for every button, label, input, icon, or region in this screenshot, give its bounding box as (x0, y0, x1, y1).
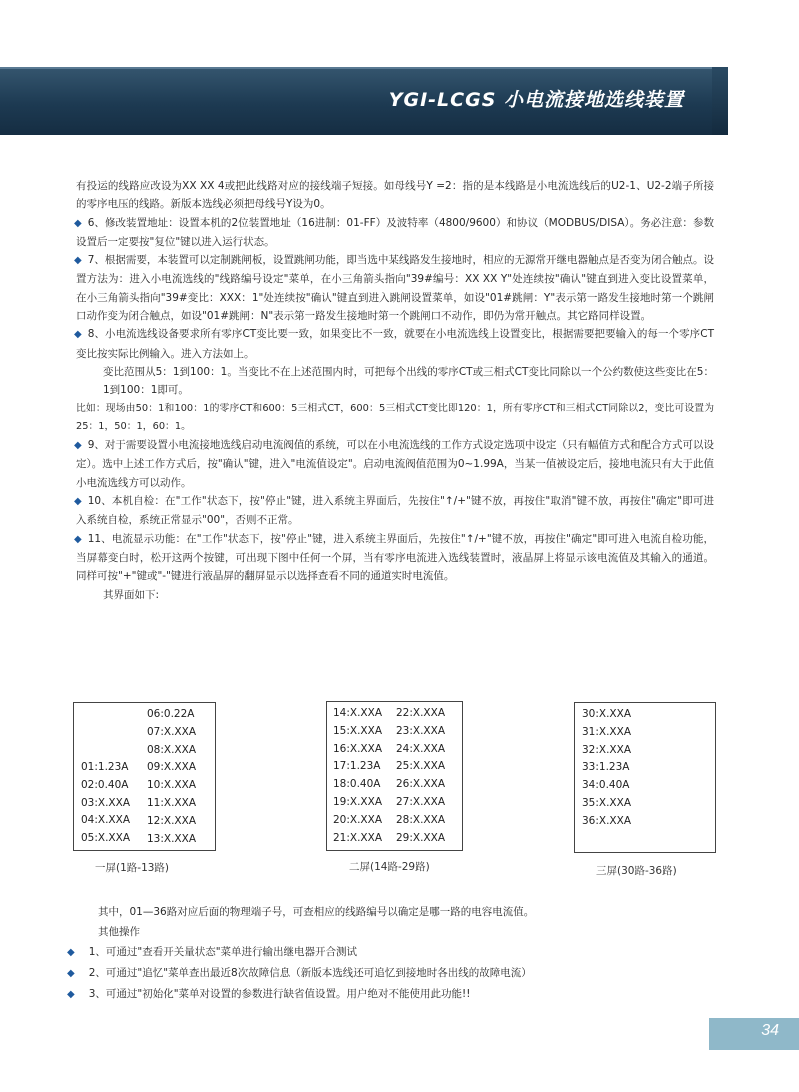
channel-value: 22:X.XXA (396, 707, 445, 719)
header-banner (0, 67, 712, 135)
screen-2-caption: 二屏(14路-29路) (349, 861, 430, 873)
paragraph: 比如：现场由50：1和100：1的零序CT和600：5三相式CT，600：5三相式CT变比即120：1，所有零序CT和三相式CT同除以2，变比可设置为25：1，50：1，60：1。 (76, 402, 714, 432)
channel-value: 25:X.XXA (396, 760, 445, 773)
channel-value: 23:X.XXA (396, 724, 445, 737)
channel-value: 34:0.40A (582, 779, 630, 792)
other-operations (67, 902, 716, 1005)
body-text (76, 177, 714, 604)
channel-value: 09:X.XXA (147, 761, 196, 774)
channel-value: 06:0.22A (147, 708, 195, 720)
channel-value: 17:1.23A (333, 760, 381, 773)
paragraph: ◆ 7、根据需要，本装置可以定制跳闸板，设置跳闸功能，即当选中某线路发生接地时，相应的无源常开继电器触点是否变为闭合触点。设置方法为：进入小电流选线的"线路编号设定"菜单，在小三角箭头指向"39#编号：XX XX Y"处连续按"确认"键直到进入变比设置菜单，在小三角箭头指向"39#变比：XXX：1"处连续按"确认"键直到进入跳闸设置菜单，如设"01#跳闸：Y"表示第一路发生接地时第一个跳闸口动作变为闭合触点，如设"01#跳闸：N"表示第一路发生接地时第一个跳闸口不动作，即仍为常开触点。其它路同样设置。 (74, 254, 714, 323)
channel-value: 03:X.XXA (81, 796, 130, 809)
screen-1-caption: 一屏(1路-13路) (95, 862, 170, 874)
page-number-tab (709, 1018, 799, 1050)
channel-value: 36:X.XXA (582, 814, 631, 827)
channel-value: 16:X.XXA (333, 742, 382, 755)
channel-value: 04:X.XXA (81, 814, 130, 827)
screen-3-caption: 三屏(30路-36路) (596, 865, 677, 877)
page-title: YGI-LCGS 小电流接地选线装置 (388, 89, 684, 111)
channel-value: 29:X.XXA (396, 831, 445, 844)
paragraph: 变比范围从5：1到100：1。当变比不在上述范围内时，可把每个出线的零序CT或三相式CT变比同除以一个公约数使这些变比在5：1到100：1即可。 (103, 365, 714, 397)
list-item: ◆ 2、可通过"追忆"菜单查出最近8次故障信息（新版本选线还可追忆到接地时各出线的故障电流） (69, 963, 716, 984)
paragraph: ◆ 6、修改装置地址：设置本机的2位装置地址（16进制：01-FF）及波特率（4800/9600）和协议（MODBUS/DISA）。务必注意：参数设置后一定要按"复位"键以进入运行状态。 (74, 216, 714, 248)
screen-1-right-column (147, 706, 196, 848)
diamond-bullet-icon: ◆ (74, 255, 82, 267)
screen-2-left-column (333, 705, 382, 847)
channel-value: 26:X.XXA (396, 778, 445, 791)
page-number: 34 (761, 1022, 779, 1039)
channel-value: 02:0.40A (81, 778, 129, 791)
channel-value: 32:X.XXA (582, 743, 631, 756)
paragraph: ◆ 11、电流显示功能：在"工作"状态下，按"停止"键，进入系统主界面后，先按住"↑/+"键不放，再按住"确定"即可进入电流自检功能，当屏幕变白时，松开这两个按键，可出现下图中任何一个屏，当有零序电流进入选线装置时，液晶屏上将显示该电流值及其输入的通道。同样可按"+"键或"-"键进行液晶屏的翻屏显示以选择查看不同的通道实时电流值。 (74, 532, 714, 583)
diamond-bullet-icon: ◆ (67, 968, 75, 979)
paragraph: ◆ 9、对于需要设置小电流接地选线启动电流阀值的系统，可以在小电流选线的工作方式设定选项中设定（只有幅值方式和配合方式可以设定）。选中上述工作方式后，按"确认"键，进入"电流值设定"。启动电流阀值范围为0~1.99A，当某一值被设定后，接地电流只有大于此值小电流选线方可以动作。 (74, 439, 714, 489)
lcd-screen-2 (326, 701, 463, 851)
diamond-bullet-icon: ◆ (74, 440, 82, 452)
diamond-bullet-icon: ◆ (74, 533, 82, 545)
diamond-bullet-icon: ◆ (67, 947, 75, 958)
diamond-bullet-icon: ◆ (74, 217, 82, 229)
channel-value: 10:X.XXA (147, 779, 196, 792)
lcd-screen-1 (73, 702, 216, 851)
channel-value: 35:X.XXA (582, 796, 631, 809)
channel-value: 31:X.XXA (582, 725, 631, 738)
list-item: ◆ 3、可通过"初始化"菜单对设置的参数进行缺省值设置。用户绝对不能使用此功能!! (69, 984, 716, 1005)
paragraph: ◆ 10、本机自检：在"工作"状态下，按"停止"键，进入系统主界面后，先按住"↑/+"键不放，再按住"取消"键不放，再按住"确定"即可进入系统自检，系统正常显示"00"，否则不正常。 (74, 495, 714, 527)
list-item: ◆ 1、可通过"查看开关量状态"菜单进行输出继电器开合测试 (69, 942, 716, 963)
screen-3-column (582, 706, 631, 831)
section-heading: 其他操作 (98, 926, 140, 938)
diamond-bullet-icon: ◆ (74, 496, 82, 508)
channel-value: 01:1.23A (81, 761, 129, 773)
channel-value: 11:X.XXA (147, 796, 196, 809)
diamond-bullet-icon: ◆ (67, 989, 75, 1000)
channel-value: 15:X.XXA (333, 724, 382, 737)
channel-value: 12:X.XXA (147, 814, 196, 827)
channel-value: 24:X.XXA (396, 742, 445, 755)
lcd-screen-3 (574, 702, 716, 853)
channel-value: 19:X.XXA (333, 795, 382, 808)
screen-2-right-column (396, 705, 445, 847)
diamond-bullet-icon: ◆ (74, 329, 82, 341)
channel-value: 20:X.XXA (333, 813, 382, 826)
channel-value: 30:X.XXA (582, 708, 631, 720)
channel-value: 27:X.XXA (396, 795, 445, 808)
channel-value: 28:X.XXA (396, 813, 445, 826)
note-paragraph: 其中，01—36路对应后面的物理端子号，可查相应的线路编号以确定是哪一路的电容电流值。 (98, 906, 535, 918)
channel-value: 14:X.XXA (333, 707, 382, 719)
paragraph: ◆ 8、小电流选线设备要求所有零序CT变比要一致，如果变比不一致，就要在小电流选线上设置变比，根据需要把要输入的每一个零序CT变比按实际比例输入。进入方法如上。 (74, 328, 714, 360)
screen-1-left-column (81, 759, 130, 848)
channel-value: 08:X.XXA (147, 743, 196, 756)
channel-value: 13:X.XXA (147, 832, 196, 845)
channel-value: 21:X.XXA (333, 831, 382, 844)
paragraph: 有投运的线路应改设为XX XX 4或把此线路对应的接线端子短接。如母线号Y =2：指的是本线路是小电流选线后的U2-1、U2-2端子所接的零序电压的线路。新版本选线必须把母线号Y设为0。 (76, 180, 714, 211)
paragraph: 其界面如下: (103, 588, 160, 601)
channel-value: 05:X.XXA (81, 832, 130, 845)
channel-value: 07:X.XXA (147, 725, 196, 738)
channel-value: 33:1.23A (582, 761, 630, 774)
channel-value: 18:0.40A (333, 778, 381, 791)
